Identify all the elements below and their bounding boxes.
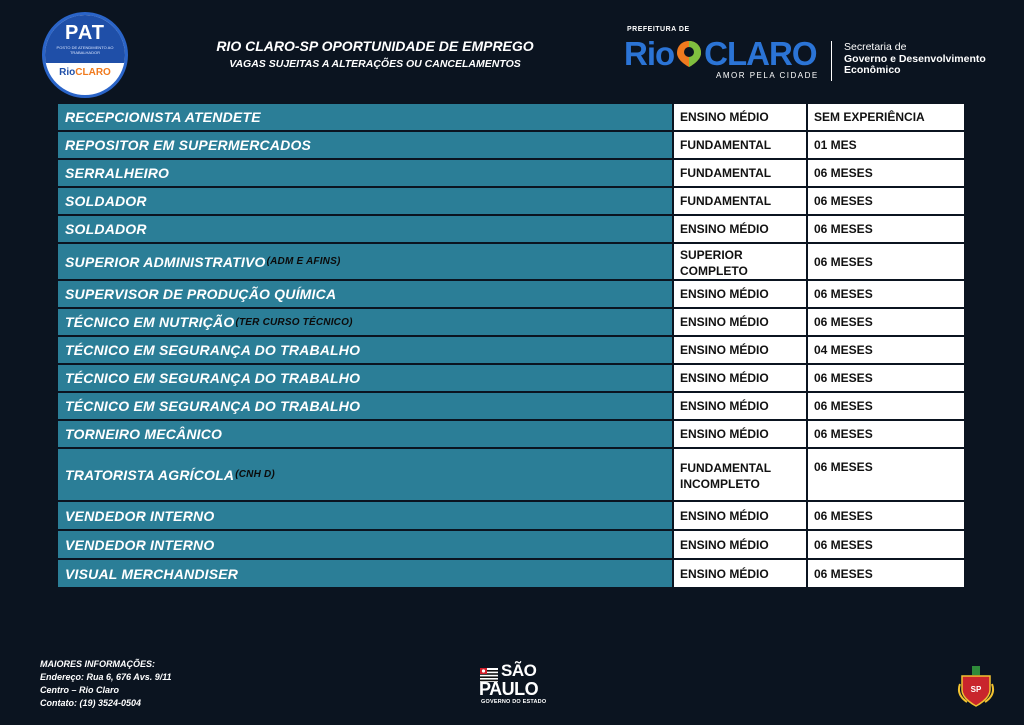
job-experience: 06 MESES bbox=[808, 449, 964, 500]
job-education: ENSINO MÉDIO bbox=[674, 560, 806, 587]
job-experience: SEM EXPERIÊNCIA bbox=[808, 104, 964, 130]
pat-logo-banner bbox=[45, 15, 125, 63]
table-row bbox=[58, 560, 964, 587]
pat-mini-brand-a: Rio bbox=[59, 67, 76, 78]
job-experience: 06 MESES bbox=[808, 502, 964, 529]
job-title: VISUAL MERCHANDISER bbox=[58, 560, 672, 587]
job-education: ENSINO MÉDIO bbox=[674, 309, 806, 335]
table-row bbox=[58, 244, 964, 279]
job-education-line1: FUNDAMENTAL bbox=[680, 461, 772, 475]
job-title: VENDEDOR INTERNO bbox=[58, 502, 672, 529]
job-education: ENSINO MÉDIO bbox=[674, 421, 806, 447]
table-row bbox=[58, 393, 964, 419]
city-logo-name-a: Rio bbox=[624, 35, 675, 72]
job-education bbox=[674, 244, 806, 279]
table-row bbox=[58, 309, 964, 335]
job-experience: 06 MESES bbox=[808, 421, 964, 447]
city-logo-tagline: AMOR PELA CIDADE bbox=[716, 71, 819, 80]
job-experience: 04 MESES bbox=[808, 337, 964, 363]
table-row bbox=[58, 421, 964, 447]
contact-address: Endereço: Rua 6, 676 Avs. 9/11 bbox=[40, 672, 172, 682]
job-education: ENSINO MÉDIO bbox=[674, 502, 806, 529]
job-experience: 06 MESES bbox=[808, 216, 964, 242]
table-row bbox=[58, 337, 964, 363]
secretariat-line3: Econômico bbox=[844, 64, 901, 76]
job-education: ENSINO MÉDIO bbox=[674, 216, 806, 242]
secretariat-label bbox=[844, 42, 986, 77]
job-title: SUPERIOR ADMINISTRATIVO (ADM E AFINS) bbox=[58, 244, 672, 279]
state-logo-line1: SÃO bbox=[501, 661, 537, 680]
job-education: ENSINO MÉDIO bbox=[674, 104, 806, 130]
table-row bbox=[58, 281, 964, 307]
job-education: ENSINO MÉDIO bbox=[674, 393, 806, 419]
job-experience: 06 MESES bbox=[808, 531, 964, 558]
job-experience: 06 MESES bbox=[808, 244, 964, 279]
city-logo-divider bbox=[831, 41, 832, 81]
secretariat-line2: Governo e Desenvolvimento bbox=[844, 52, 986, 65]
table-row bbox=[58, 104, 964, 130]
job-title: VENDEDOR INTERNO bbox=[58, 531, 672, 558]
job-title: TÉCNICO EM SEGURANÇA DO TRABALHO bbox=[58, 365, 672, 391]
job-note: (TER CURSO TÉCNICO) bbox=[235, 316, 353, 328]
job-education: FUNDAMENTAL bbox=[674, 160, 806, 186]
city-logo-name-b: CLARO bbox=[704, 35, 817, 72]
location-pin-icon bbox=[675, 40, 703, 68]
job-title: SOLDADOR bbox=[58, 216, 672, 242]
table-row bbox=[58, 216, 964, 242]
job-experience: 01 MES bbox=[808, 132, 964, 158]
job-education bbox=[674, 449, 806, 500]
job-education: FUNDAMENTAL bbox=[674, 132, 806, 158]
contact-district: Centro – Rio Claro bbox=[40, 685, 120, 695]
job-table bbox=[58, 104, 964, 587]
state-crest-icon bbox=[957, 664, 995, 708]
job-education: ENSINO MÉDIO bbox=[674, 337, 806, 363]
contact-phone: Contato: (19) 3524-0504 bbox=[40, 698, 142, 708]
job-education-line2: INCOMPLETO bbox=[680, 477, 760, 491]
state-crest-label: SP bbox=[970, 685, 982, 694]
pat-acronym: PAT bbox=[64, 22, 106, 44]
job-experience: 06 MESES bbox=[808, 393, 964, 419]
job-title: TORNEIRO MECÂNICO bbox=[58, 421, 672, 447]
table-row bbox=[58, 502, 964, 529]
table-row bbox=[58, 160, 964, 186]
table-row bbox=[58, 132, 964, 158]
job-experience: 06 MESES bbox=[808, 160, 964, 186]
job-note: (CNH D) bbox=[235, 469, 275, 480]
job-title: TÉCNICO EM NUTRIÇÃO (TER CURSO TÉCNICO) bbox=[58, 309, 672, 335]
contact-heading: MAIORES INFORMAÇÕES: bbox=[40, 659, 156, 669]
page-title: RIO CLARO-SP OPORTUNIDADE DE EMPREGO bbox=[216, 38, 534, 54]
contact-info bbox=[40, 658, 172, 710]
job-education: FUNDAMENTAL bbox=[674, 188, 806, 214]
job-experience: 06 MESES bbox=[808, 188, 964, 214]
table-row bbox=[58, 188, 964, 214]
job-note: (ADM E AFINS) bbox=[266, 256, 341, 267]
job-title: RECEPCIONISTA ATENDETE bbox=[58, 104, 672, 130]
job-title: TRATORISTA AGRÍCOLA (CNH D) bbox=[58, 449, 672, 500]
secretariat-line1: Secretaria de bbox=[844, 41, 907, 53]
job-title: SUPERVISOR DE PRODUÇÃO QUÍMICA bbox=[58, 281, 672, 307]
job-title: SOLDADOR bbox=[58, 188, 672, 214]
table-row bbox=[58, 449, 964, 500]
job-experience: 06 MESES bbox=[808, 560, 964, 587]
job-experience: 06 MESES bbox=[808, 309, 964, 335]
state-logo-line3: GOVERNO DO ESTADO bbox=[481, 699, 547, 705]
job-title: TÉCNICO EM SEGURANÇA DO TRABALHO bbox=[58, 393, 672, 419]
pat-mini-brand bbox=[45, 67, 125, 79]
city-logo bbox=[624, 26, 1024, 86]
state-logo-line2: PAULO bbox=[479, 679, 539, 699]
job-title: REPOSITOR EM SUPERMERCADOS bbox=[58, 132, 672, 158]
city-logo-name bbox=[624, 36, 817, 72]
job-education: ENSINO MÉDIO bbox=[674, 365, 806, 391]
job-experience: 06 MESES bbox=[808, 281, 964, 307]
pat-mini-brand-b: CLARO bbox=[75, 67, 111, 78]
job-education: ENSINO MÉDIO bbox=[674, 531, 806, 558]
table-row bbox=[58, 531, 964, 558]
pat-tagline: POSTO DE ATENDIMENTO AO TRABALHADOR bbox=[56, 45, 114, 55]
pat-logo bbox=[42, 12, 128, 98]
city-logo-prefix: PREFEITURA DE bbox=[627, 26, 690, 33]
page-subtitle: VAGAS SUJEITAS A ALTERAÇÕES OU CANCELAMENTOS bbox=[229, 58, 521, 70]
job-title: SERRALHEIRO bbox=[58, 160, 672, 186]
job-title: TÉCNICO EM SEGURANÇA DO TRABALHO bbox=[58, 337, 672, 363]
job-education-line1: SUPERIOR bbox=[680, 248, 743, 262]
state-logo bbox=[477, 662, 555, 712]
job-experience: 06 MESES bbox=[808, 365, 964, 391]
table-row bbox=[58, 365, 964, 391]
job-education-line2: COMPLETO bbox=[680, 264, 748, 278]
job-education: ENSINO MÉDIO bbox=[674, 281, 806, 307]
